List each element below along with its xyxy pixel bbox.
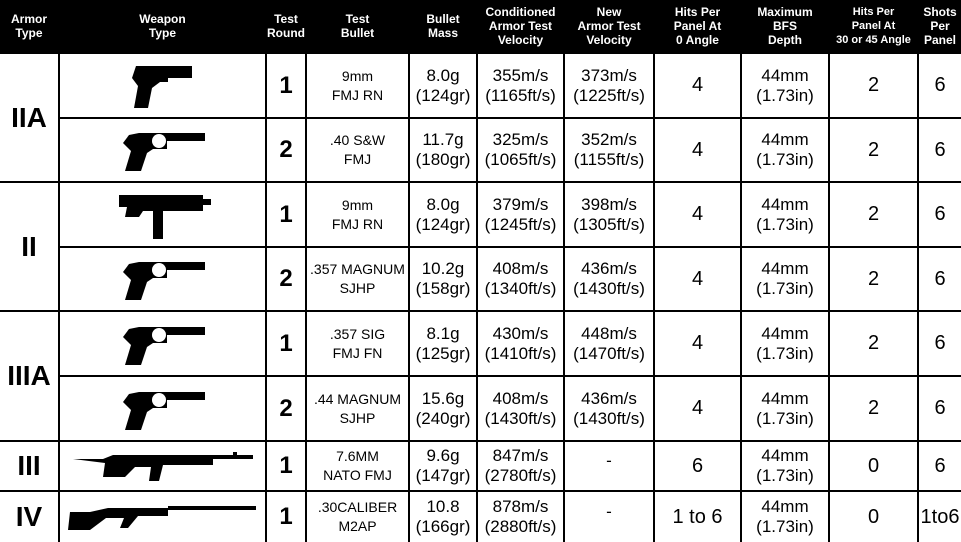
armor-type-iii: III [0,442,58,490]
test-round-cell: 1 [267,312,305,375]
test-bullet-cell: 9mm FMJ RN [307,54,408,117]
test-round-cell: 2 [267,248,305,310]
header-weapon-type: Weapon Type [139,12,186,40]
bullet-mass-cell: 8.1g (125gr) [410,312,476,375]
test-round-cell: 2 [267,119,305,181]
weapon-cell-revolver-357sig [60,312,265,375]
conditioned-velocity-cell: 878m/s (2880ft/s) [478,492,563,542]
weapon-cell-pistol [60,54,265,117]
bullet-mass-cell: 11.7g (180gr) [410,119,476,181]
shots-per-panel-cell: 6 [919,377,961,440]
new-velocity-cell: 436m/s (1430ft/s) [565,248,653,310]
new-velocity-cell: 436m/s (1430ft/s) [565,377,653,440]
hits-30-45-angle-cell: 2 [830,54,917,117]
hits-0-angle-cell: 6 [655,442,740,490]
shots-per-panel-cell: 6 [919,119,961,181]
bfs-depth-cell: 44mm (1.73in) [742,312,828,375]
bullet-mass-cell: 9.6g (147gr) [410,442,476,490]
header-conditioned-velocity: Conditioned Armor Test Velocity [485,5,556,47]
conditioned-velocity-cell: 408m/s (1340ft/s) [478,248,563,310]
test-round-cell: 1 [267,183,305,246]
shots-per-panel-cell: 1to6 [919,492,961,542]
pistol-icon [128,62,198,110]
submachine-gun-icon [111,187,215,243]
conditioned-velocity-cell: 408m/s (1430ft/s) [478,377,563,440]
armor-type-iia: IIA [0,54,58,181]
test-bullet-cell: .357 SIG FMJ FN [307,312,408,375]
revolver-icon [115,256,211,302]
weapon-cell-bolt-rifle [60,492,265,542]
hits-0-angle-cell: 4 [655,54,740,117]
bullet-mass-cell: 15.6g (240gr) [410,377,476,440]
new-velocity-cell: 373m/s (1225ft/s) [565,54,653,117]
conditioned-velocity-cell: 430m/s (1410ft/s) [478,312,563,375]
header-test-bullet: Test Bullet [340,12,375,40]
test-bullet-cell: .44 MAGNUM SJHP [307,377,408,440]
weapon-cell-revolver-44 [60,377,265,440]
bfs-depth-cell: 44mm (1.73in) [742,377,828,440]
test-round-cell: 2 [267,377,305,440]
hits-0-angle-cell: 4 [655,312,740,375]
test-bullet-cell: .30CALIBER M2AP [307,492,408,542]
hits-0-angle-cell: 4 [655,183,740,246]
new-velocity-cell: 352m/s (1155ft/s) [565,119,653,181]
bullet-mass-cell: 8.0g (124gr) [410,54,476,117]
header-max-bfs-depth: Maximum BFS Depth [757,5,813,47]
header-bullet-mass: Bullet Mass [426,12,460,40]
bfs-depth-cell: 44mm (1.73in) [742,248,828,310]
shots-per-panel-cell: 6 [919,312,961,375]
hits-30-45-angle-cell: 2 [830,248,917,310]
hits-30-45-angle-cell: 0 [830,442,917,490]
bfs-depth-cell: 44mm (1.73in) [742,54,828,117]
new-velocity-cell: 398m/s (1305ft/s) [565,183,653,246]
armor-type-iv: IV [0,492,58,542]
header-test-round: Test Round [267,12,305,40]
revolver-icon [115,321,211,367]
test-round-cell: 1 [267,54,305,117]
header-hits-30-45-angle: Hits Per Panel At 30 or 45 Angle [836,6,911,46]
hits-0-angle-cell: 4 [655,248,740,310]
header-hits-0-angle: Hits Per Panel At 0 Angle [673,5,722,47]
test-bullet-cell: 7.6MM NATO FMJ [307,442,408,490]
shots-per-panel-cell: 6 [919,248,961,310]
hits-30-45-angle-cell: 0 [830,492,917,542]
hits-30-45-angle-cell: 2 [830,183,917,246]
hits-30-45-angle-cell: 2 [830,377,917,440]
shots-per-panel-cell: 6 [919,183,961,246]
test-round-cell: 1 [267,492,305,542]
bullet-mass-cell: 10.8 (166gr) [410,492,476,542]
test-bullet-cell: .40 S&W FMJ [307,119,408,181]
bfs-depth-cell: 44mm (1.73in) [742,492,828,542]
bullet-mass-cell: 8.0g (124gr) [410,183,476,246]
bfs-depth-cell: 44mm (1.73in) [742,119,828,181]
header-shots-per-panel: Shots Per Panel [923,5,957,47]
battle-rifle-icon [71,449,255,483]
test-round-cell: 1 [267,442,305,490]
weapon-cell-battle-rifle [60,442,265,490]
bullet-mass-cell: 10.2g (158gr) [410,248,476,310]
weapon-cell-smg [60,183,265,246]
conditioned-velocity-cell: 379m/s (1245ft/s) [478,183,563,246]
bolt-action-rifle-icon [68,500,258,534]
hits-30-45-angle-cell: 2 [830,312,917,375]
weapon-cell-revolver-357 [60,248,265,310]
hits-0-angle-cell: 1 to 6 [655,492,740,542]
conditioned-velocity-cell: 355m/s (1165ft/s) [478,54,563,117]
revolver-icon [115,127,211,173]
new-velocity-cell: - [565,492,653,542]
conditioned-velocity-cell: 325m/s (1065ft/s) [478,119,563,181]
armor-type-ii: II [0,183,58,310]
weapon-cell-revolver [60,119,265,181]
bfs-depth-cell: 44mm (1.73in) [742,183,828,246]
armor-type-iiia: IIIA [0,312,58,440]
conditioned-velocity-cell: 847m/s (2780ft/s) [478,442,563,490]
revolver-icon [115,386,211,432]
test-bullet-cell: .357 MAGNUM SJHP [307,248,408,310]
new-velocity-cell: 448m/s (1470ft/s) [565,312,653,375]
hits-0-angle-cell: 4 [655,377,740,440]
header-new-velocity: New Armor Test Velocity [577,5,641,47]
hits-0-angle-cell: 4 [655,119,740,181]
header-armor-type: Armor Type [10,12,47,40]
hits-30-45-angle-cell: 2 [830,119,917,181]
new-velocity-cell: - [565,442,653,490]
shots-per-panel-cell: 6 [919,54,961,117]
bfs-depth-cell: 44mm (1.73in) [742,442,828,490]
shots-per-panel-cell: 6 [919,442,961,490]
test-bullet-cell: 9mm FMJ RN [307,183,408,246]
